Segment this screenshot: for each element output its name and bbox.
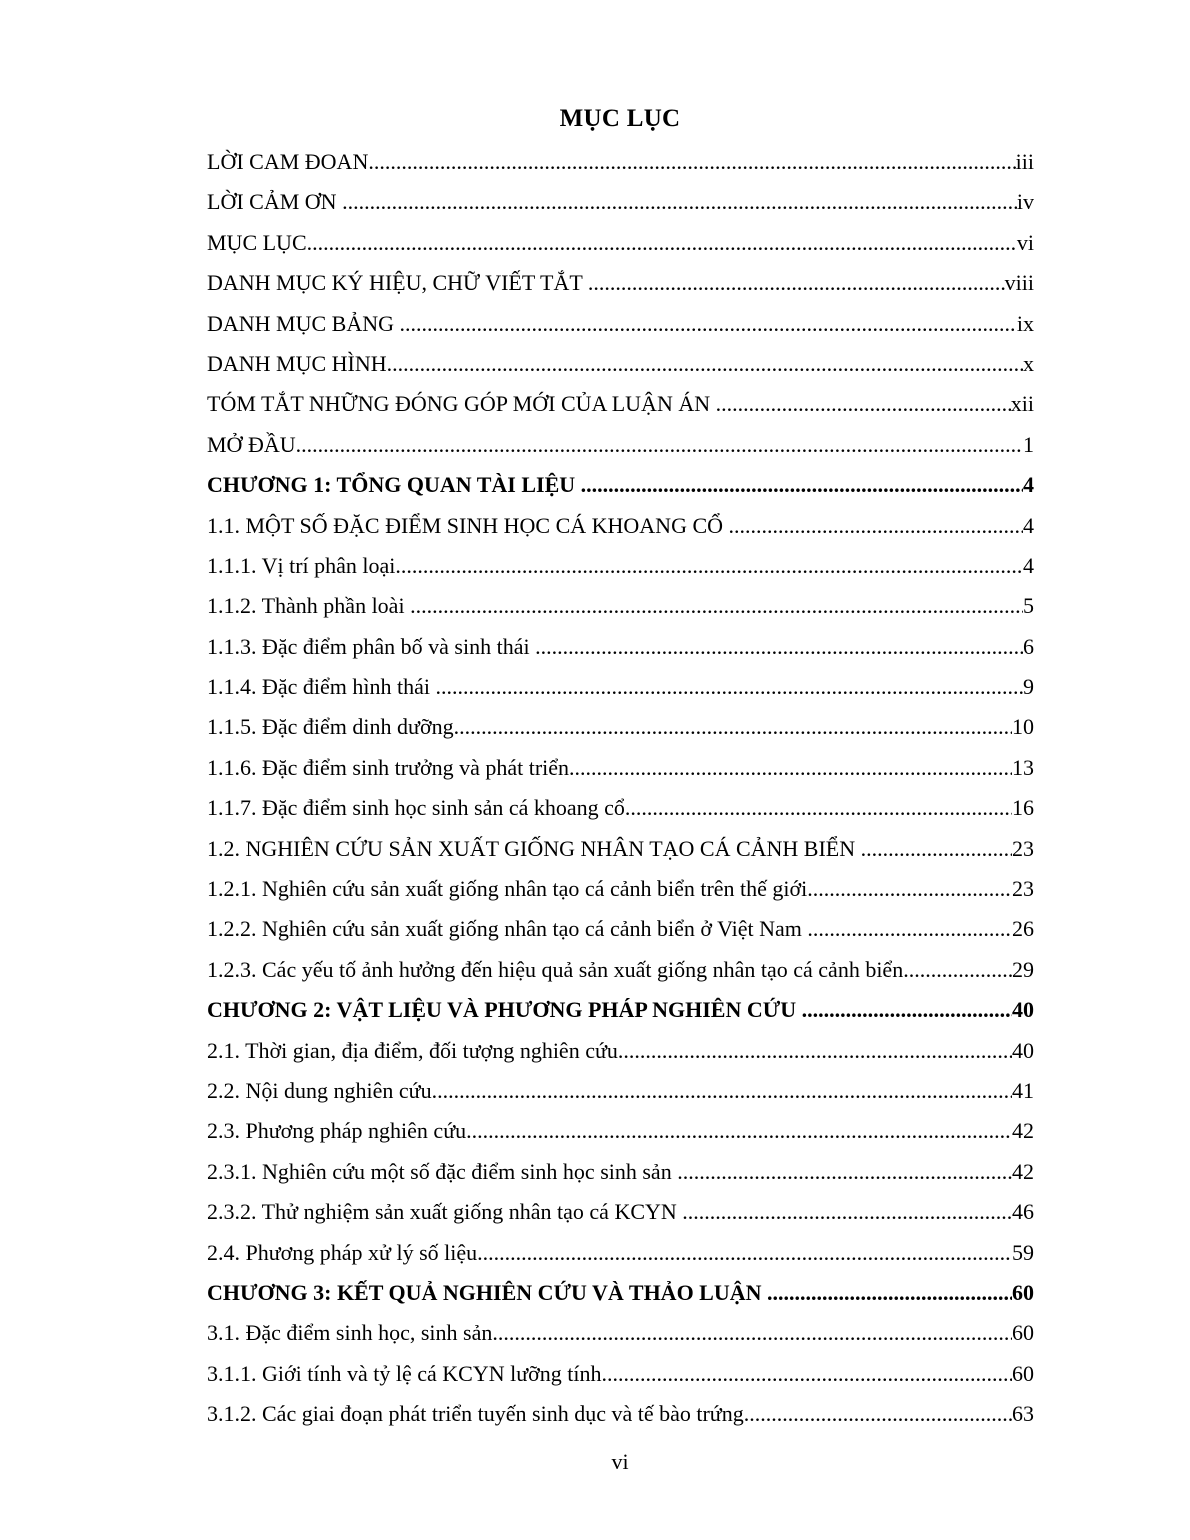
toc-entry-label: 1.1.6. Đặc điểm sinh trưởng và phát triển [207, 754, 570, 780]
toc-entry [207, 344, 1034, 384]
toc-entry [207, 707, 1034, 747]
toc-leader-dots [581, 465, 1023, 505]
toc-entry [207, 1354, 1034, 1394]
toc-entry-label: 1.2.1. Nghiên cứu sản xuất giống nhân tạo cá cảnh biển trên thế giới [207, 876, 808, 902]
toc-entry-label: 1.1.5. Đặc điểm dinh dưỡng [207, 714, 454, 740]
toc-leader-dots [307, 223, 1017, 263]
toc-entry [207, 506, 1034, 546]
toc-entry-page: 46 [1012, 1199, 1034, 1225]
toc-entry [207, 788, 1034, 828]
toc-leader-dots [400, 304, 1017, 344]
toc-entry-label: 1.1.1. Vị trí phân loại [207, 552, 396, 578]
toc-entry [207, 384, 1034, 424]
toc-entry-page: 4 [1023, 552, 1034, 578]
toc-entry-label: DANH MỤC KÝ HIỆU, CHỮ VIẾT TẮT [207, 270, 588, 296]
toc-entry-label: 2.3. Phương pháp nghiên cứu [207, 1118, 467, 1144]
toc-entry-page: x [1023, 350, 1034, 376]
toc-entry-label: DANH MỤC HÌNH [207, 350, 387, 376]
toc-entry-label: MỞ ĐẦU [207, 431, 296, 457]
toc-entry-page: 16 [1012, 795, 1034, 821]
toc-entry-label: 1.1.2. Thành phần loài [207, 593, 411, 619]
toc-entry-label: TÓM TẮT NHỮNG ĐÓNG GÓP MỚI CỦA LUẬN ÁN [207, 391, 716, 417]
toc-entry-label: 1.2. NGHIÊN CỨU SẢN XUẤT GIỐNG NHÂN TẠO CÁ CẢNH BIỂN [207, 835, 861, 861]
toc-entry [207, 586, 1034, 626]
toc-entry-page: 60 [1012, 1279, 1034, 1305]
toc-entry-label: LỜI CAM ĐOAN [207, 149, 369, 174]
toc-leader-dots [602, 1354, 1013, 1394]
toc-entry [207, 869, 1034, 909]
toc-leader-dots [677, 1152, 1012, 1192]
toc-entry [207, 667, 1034, 707]
toc-leader-dots [410, 586, 1023, 626]
toc-entry-page: vi [1016, 229, 1034, 255]
toc-entry [207, 465, 1034, 505]
toc-entry-label: 1.1.3. Đặc điểm phân bố và sinh thái [207, 633, 536, 659]
toc-entry-page: 59 [1012, 1239, 1034, 1265]
toc-entry-label: 1.2.2. Nghiên cứu sản xuất giống nhân tạo cá cảnh biển ở Việt Nam [207, 916, 808, 942]
toc-entry-page: 9 [1023, 674, 1034, 700]
toc-entry-label: 3.1. Đặc điểm sinh học, sinh sản [207, 1320, 493, 1346]
toc-leader-dots [368, 142, 1015, 182]
toc-entry [207, 1111, 1034, 1151]
toc-leader-dots [744, 1394, 1012, 1434]
toc-entry [207, 223, 1034, 263]
toc-leader-dots [807, 909, 1012, 949]
toc-entry-page: 26 [1012, 916, 1034, 942]
toc-entry-page: iv [1016, 189, 1034, 215]
toc-entry-page: ix [1016, 310, 1034, 336]
toc-entry-label: 2.3.2. Thử nghiệm sản xuất giống nhân tạo cá KCYN [207, 1199, 683, 1225]
toc-leader-dots [535, 627, 1023, 667]
toc-entry-page: iii [1015, 149, 1034, 174]
toc-entry-label: 1.1.7. Đặc điểm sinh học sinh sản cá khoang cổ [207, 795, 625, 821]
toc-leader-dots [802, 990, 1012, 1030]
toc-entry-page: 5 [1023, 593, 1034, 619]
page-title: MỤC LỤC [559, 105, 681, 132]
toc-entry-page: 29 [1012, 956, 1034, 982]
toc-entry-page: 63 [1012, 1401, 1034, 1427]
toc-entry-page: 40 [1012, 997, 1034, 1023]
toc-entry-label: 3.1.1. Giới tính và tỷ lệ cá KCYN lưỡng tính [207, 1360, 602, 1386]
toc-entry-label: 1.1.4. Đặc điểm hình thái [207, 674, 436, 700]
toc-leader-dots [569, 748, 1012, 788]
toc-entry-page: 10 [1012, 714, 1034, 740]
toc-entry [207, 1071, 1034, 1111]
toc-entry-page: 23 [1012, 835, 1034, 861]
toc-entry-page: 13 [1012, 754, 1034, 780]
toc-leader-dots [466, 1111, 1012, 1151]
toc-entry [207, 748, 1034, 788]
toc-entry [207, 263, 1034, 303]
toc-leader-dots [729, 506, 1023, 546]
toc-leader-dots [903, 950, 1012, 990]
toc-entry-page: 4 [1023, 512, 1034, 538]
toc-entry [207, 627, 1034, 667]
toc-leader-dots [861, 829, 1012, 869]
toc-entry-page: 4 [1023, 472, 1034, 498]
toc-entry-label: 2.4. Phương pháp xử lý số liệu [207, 1239, 478, 1265]
toc-entry-label: MỤC LỤC [207, 229, 307, 255]
toc-leader-dots [395, 546, 1023, 586]
toc-entry-page: 6 [1023, 633, 1034, 659]
toc-entry [207, 990, 1034, 1030]
page-number: vi [611, 1449, 629, 1474]
toc-leader-dots [588, 263, 1005, 303]
toc-entry [207, 1152, 1034, 1192]
table-of-contents [207, 142, 1034, 1435]
toc-entry-label: 1.2.3. Các yếu tố ảnh hưởng đến hiệu quả sản xuất giống nhân tạo cá cảnh biển [207, 956, 904, 982]
toc-leader-dots [454, 707, 1012, 747]
toc-entry [207, 1031, 1034, 1071]
toc-leader-dots [767, 1273, 1012, 1313]
toc-entry-page: viii [1004, 270, 1034, 296]
toc-entry [207, 1273, 1034, 1313]
toc-leader-dots [492, 1313, 1012, 1353]
toc-entry [207, 425, 1034, 465]
toc-leader-dots [477, 1233, 1012, 1273]
toc-entry [207, 829, 1034, 869]
toc-entry-page: 41 [1012, 1077, 1034, 1103]
toc-entry [207, 950, 1034, 990]
toc-entry-page: 42 [1012, 1118, 1034, 1144]
toc-leader-dots [296, 425, 1023, 465]
toc-leader-dots [342, 182, 1017, 222]
toc-entry [207, 909, 1034, 949]
toc-leader-dots [436, 667, 1023, 707]
toc-entry-page: 60 [1012, 1320, 1034, 1346]
toc-leader-dots [432, 1071, 1012, 1111]
toc-entry [207, 1394, 1034, 1434]
toc-leader-dots [618, 1031, 1012, 1071]
toc-entry-page: 40 [1012, 1037, 1034, 1063]
toc-entry [207, 182, 1034, 222]
toc-entry [207, 142, 1034, 182]
toc-entry [207, 546, 1034, 586]
toc-leader-dots [682, 1192, 1012, 1232]
toc-entry-label: CHƯƠNG 2: VẬT LIỆU VÀ PHƯƠNG PHÁP NGHIÊN CỨU [207, 997, 802, 1023]
toc-entry-label: LỜI CẢM ƠN [207, 189, 343, 215]
toc-entry [207, 1233, 1034, 1273]
toc-leader-dots [387, 344, 1023, 384]
toc-entry-label: 2.3.1. Nghiên cứu một số đặc điểm sinh học sinh sản [207, 1158, 678, 1184]
toc-entry-page: 23 [1012, 876, 1034, 902]
toc-entry-label: 2.1. Thời gian, địa điểm, đối tượng nghiên cứu [207, 1037, 618, 1063]
toc-entry-label: 2.2. Nội dung nghiên cứu [207, 1077, 432, 1103]
toc-entry [207, 304, 1034, 344]
toc-entry-label: CHƯƠNG 1: TỔNG QUAN TÀI LIỆU [207, 472, 581, 498]
toc-entry-page: 42 [1012, 1158, 1034, 1184]
toc-leader-dots [716, 384, 1011, 424]
toc-entry [207, 1192, 1034, 1232]
toc-leader-dots [807, 869, 1012, 909]
toc-entry-label: DANH MỤC BẢNG [207, 310, 400, 336]
toc-entry-label: 3.1.2. Các giai đoạn phát triển tuyến sinh dục và tế bào trứng [207, 1401, 744, 1427]
toc-entry-label: CHƯƠNG 3: KẾT QUẢ NGHIÊN CỨU VÀ THẢO LUẬN [207, 1279, 768, 1305]
toc-entry-label: 1.1. MỘT SỐ ĐẶC ĐIỂM SINH HỌC CÁ KHOANG CỔ [207, 512, 729, 538]
toc-leader-dots [625, 788, 1012, 828]
toc-entry-page: 60 [1012, 1360, 1034, 1386]
toc-entry [207, 1313, 1034, 1353]
toc-entry-page: xii [1010, 391, 1034, 417]
toc-entry-page: 1 [1023, 431, 1034, 457]
